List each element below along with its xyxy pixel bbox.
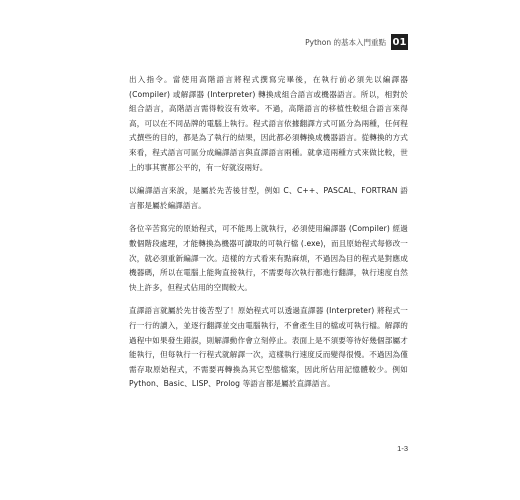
page-number: 1-3 (397, 444, 408, 453)
body-text (129, 73, 408, 401)
paragraph: 各位辛苦寫完的原始程式，可不能馬上就執行，必須使用編譯器 (Compiler) 經過數個階段處理，才能轉換為機器可讀取的可執行檔 (.exe)，而且原始程式每修改一次，就必須重新編譯一次。這樣的方式看來有點麻煩，不過因為目的程式是對應成機器碼，所以在電腦上能夠直接執行，不需要每次執行都進行翻譯，執行速度自然快上許多，但程式佔用的空間較大。 (129, 224, 408, 292)
paragraph: 出入指令。當使用高階語言將程式撰寫完畢後，在執行前必須先以編譯器 (Compiler) 或解譯器 (Interpreter) 轉換成組合語言或機器語言。所以，相對於組合語言，高階語言需得較沒有效率。不過，高階語言的移植性較組合語言來得高，可以在不同品牌的電腦上執行。程式語言依據翻譯方式可區分為兩種，任何程式撰些的目的，都是為了執行的結果，因此都必須轉換成機器語言。從轉換的方式來看，程式語言可區分成編譯語言與直譯語言兩種。就拿這兩種方式來做比較，世上的事其實都公平的，有一好就沒兩好。 (129, 75, 408, 172)
running-header-title: Python 的基本入門重點 (305, 37, 386, 47)
running-header (305, 34, 408, 50)
paragraph: 以編譯語言來說，是屬於先苦後甘型，例如 C、C++、PASCAL、FORTRAN 語言都是屬於編譯語言。 (129, 186, 408, 210)
chapter-number-badge: 01 (391, 34, 408, 50)
paragraph: 直譯語言就屬於先甘後苦型了！原始程式可以透過直譯器 (Interpreter) 將程式一行一行的讀入，並逐行翻譯並交由電腦執行，不會產生目的檔或可執行檔。解譯的過程中如果發生錯誤，則解譯動作會立刻停止。表面上是不須要等待好幾個部屬才能執行，但每執行一行程式就解譯一次，這樣執行速度反而變得很慢。不過因為僅需存取原始程式，不需要再轉換為其它型態檔案，因此所佔用記憶體較少。例如 Python、Basic、LISP、Prolog 等語言都是屬於直譯語言。 (129, 306, 408, 389)
